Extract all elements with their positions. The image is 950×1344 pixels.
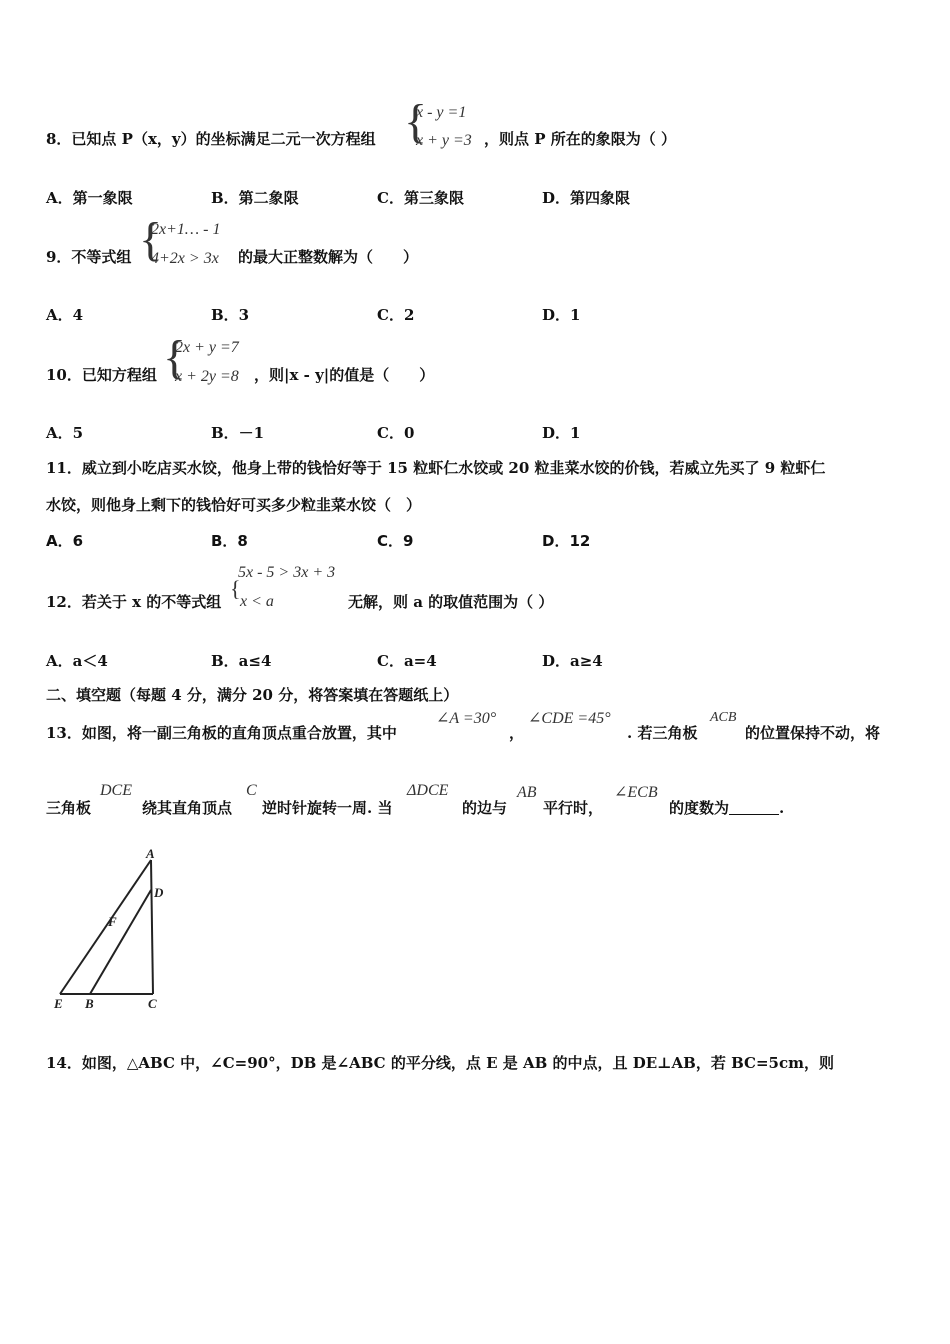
q11-line1: 11．威立到小吃店买水饺，他身上带的钱恰好等于 15 粒虾仁水饺或 20 粒韭菜水饺的价钱，若威立先买了 9 粒虾仁 xyxy=(46,459,826,477)
q12-prefix: 12．若关于 x 的不等式组 xyxy=(46,593,222,611)
q12-option-d: D．a≥4 xyxy=(542,652,603,670)
line-ca xyxy=(151,860,153,994)
q13-text-6: 绕其直角顶点 xyxy=(142,799,233,817)
q10-eq2: x + 2y =8 xyxy=(175,368,239,385)
q9-brace: { xyxy=(139,213,163,266)
q9-option-a: A．4 xyxy=(46,306,84,324)
q13-text-1: 13．如图，将一副三角板的直角顶点重合放置，其中 xyxy=(46,724,397,742)
q8-suffix: ，则点 P 所在的象限为（ ） xyxy=(484,130,676,148)
q10-option-d: D．1 xyxy=(542,424,581,442)
q12-brace: { xyxy=(230,576,241,601)
q9-eq1: 2x+1… - 1 xyxy=(151,221,221,238)
q9-prefix: 9．不等式组 xyxy=(46,248,132,266)
q13-text-7: 逆时针旋转一周. 当 xyxy=(262,799,393,817)
q8-eq2: x + y =3 xyxy=(416,132,472,149)
q12-option-b: B．a≤4 xyxy=(211,652,272,670)
q10-suffix: ，则|x - y|的值是（ ） xyxy=(254,366,435,384)
q10-brace: { xyxy=(163,331,187,384)
q10-prefix: 10．已知方程组 xyxy=(46,366,157,384)
q13-math-dce: DCE xyxy=(100,782,132,799)
q13-math-ecb: ∠ECB xyxy=(614,784,658,801)
q8-option-c: C．第三象限 xyxy=(377,189,464,207)
q12-option-a: A．a＜4 xyxy=(46,652,108,670)
q14-text: 14．如图，△ABC 中，∠C=90°，DB 是∠ABC 的平分线，点 E 是 AB 的中点，且 DE⊥AB，若 BC=5cm，则 xyxy=(46,1054,834,1072)
q13-text-8: 的边与 xyxy=(462,799,508,817)
label-b: B xyxy=(85,996,94,1011)
q8-option-d: D．第四象限 xyxy=(542,189,631,207)
q8-option-a: A．第一象限 xyxy=(46,189,133,207)
q10-eq1: 2x + y =7 xyxy=(175,339,239,356)
q9-option-b: B．3 xyxy=(211,306,250,324)
q13-answer-blank[interactable] xyxy=(729,800,779,815)
q8-option-b: B．第二象限 xyxy=(211,189,299,207)
q11-option-b: B．8 xyxy=(211,532,248,550)
q11-line2: 水饺，则他身上剩下的钱恰好可买多少粒韭菜水饺（ ） xyxy=(46,496,422,514)
q13-math-angle-cde: ∠CDE =45° xyxy=(528,710,611,727)
q10-option-a: A．5 xyxy=(46,424,84,442)
q12-option-c: C．a=4 xyxy=(377,652,437,670)
q13-math-c: C xyxy=(246,782,257,799)
label-d: D xyxy=(154,885,164,900)
q12-eq1: 5x - 5 > 3x + 3 xyxy=(238,564,336,581)
q11-option-d: D．12 xyxy=(542,532,591,550)
label-e: E xyxy=(54,996,63,1011)
q13-math-angle-a: ∠A =30° xyxy=(436,710,497,727)
q13-text-9: 平行时， xyxy=(543,799,604,817)
q11-option-a: A．6 xyxy=(46,532,84,550)
q12-eq2: x < a xyxy=(240,593,274,610)
q13-text-4: 的位置保持不动，将 xyxy=(745,724,881,742)
q13-math-triangle-dce: ΔDCE xyxy=(407,782,449,799)
q8-eq1: x - y =1 xyxy=(416,104,467,121)
q10-option-b: B．－1 xyxy=(211,424,265,442)
q8-brace: { xyxy=(404,95,428,148)
q13-answer-row xyxy=(669,797,784,818)
label-c: C xyxy=(148,996,157,1011)
q12-suffix: 无解，则 a 的取值范围为（ ） xyxy=(348,593,554,611)
section-heading: 二、填空题（每题 4 分，满分 20 分，将答案填在答题纸上） xyxy=(46,686,459,704)
q8-prefix: 8．已知点 P（x，y）的坐标满足二元一次方程组 xyxy=(46,130,376,148)
q8-stem xyxy=(46,128,376,149)
q13-text-3: . 若三角板 xyxy=(627,724,698,742)
q10-option-c: C．0 xyxy=(377,424,415,442)
q9-option-d: D．1 xyxy=(542,306,581,324)
label-a: A xyxy=(146,846,155,861)
q11-option-c: C．9 xyxy=(377,532,414,550)
q13-text-2: ， xyxy=(509,724,525,742)
q13-figure-lines xyxy=(60,860,153,994)
q13-text-11: . xyxy=(779,799,785,817)
q9-option-c: C．2 xyxy=(377,306,415,324)
q9-eq2: 4+2x > 3x xyxy=(151,250,219,267)
line-ea xyxy=(60,860,151,994)
q13-text-10: 的度数为 xyxy=(669,799,730,817)
q9-suffix: 的最大正整数解为（ ） xyxy=(238,248,419,266)
q13-math-acb: ACB xyxy=(710,710,737,725)
q13-figure xyxy=(40,840,180,1015)
q13-math-ab: AB xyxy=(517,784,537,801)
label-f: F xyxy=(108,914,117,929)
q13-text-5: 三角板 xyxy=(46,799,92,817)
